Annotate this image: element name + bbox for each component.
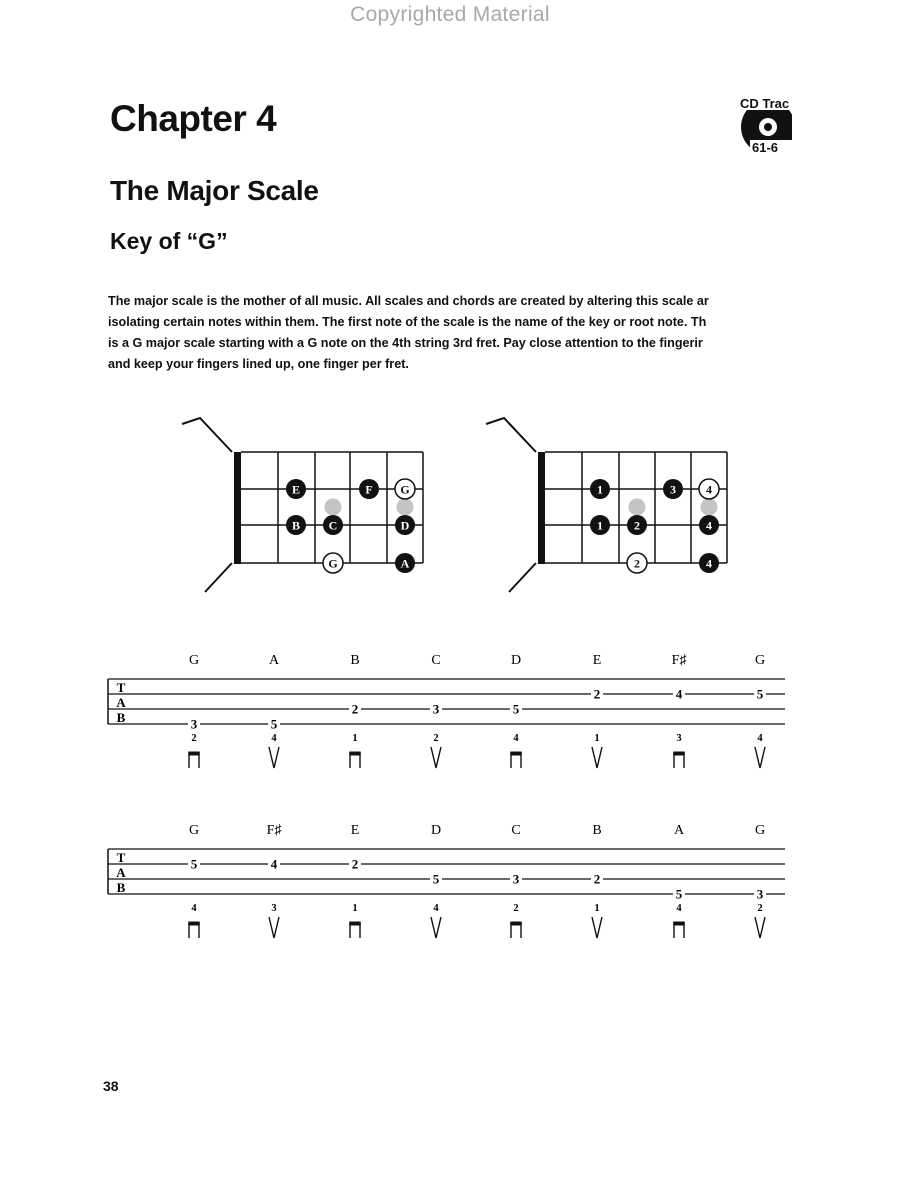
note-name-label: C bbox=[511, 823, 521, 838]
note-dot bbox=[395, 553, 415, 573]
root-note-dot bbox=[323, 553, 343, 573]
page-number: 38 bbox=[103, 1078, 119, 1094]
finger-number: 1 bbox=[594, 733, 600, 744]
svg-text:1: 1 bbox=[597, 482, 603, 497]
cd-track-label: CD Trac bbox=[740, 96, 790, 111]
finger-dot bbox=[590, 515, 610, 535]
finger-number: 4 bbox=[271, 733, 277, 744]
finger-number: 1 bbox=[352, 733, 358, 744]
svg-text:G: G bbox=[400, 482, 410, 497]
svg-text:A: A bbox=[400, 556, 410, 571]
subsection-title: Key of “G” bbox=[110, 228, 228, 254]
downstroke-bar bbox=[510, 922, 521, 926]
note-name-label: B bbox=[350, 653, 360, 668]
note-dot bbox=[395, 515, 415, 535]
finger-number: 4 bbox=[676, 903, 682, 914]
note-name-label: E bbox=[592, 653, 602, 668]
fret-number: 5 bbox=[512, 701, 520, 717]
note-name-label: G bbox=[754, 823, 766, 838]
fret-number: 2 bbox=[593, 871, 601, 887]
tab-clef-letter: B bbox=[116, 880, 126, 895]
fret-number: 3 bbox=[190, 716, 198, 732]
svg-text:D: D bbox=[400, 518, 410, 533]
svg-text:4: 4 bbox=[706, 518, 712, 533]
chapter-title: Chapter 4 bbox=[110, 98, 277, 139]
finger-number: 4 bbox=[513, 733, 519, 744]
root-note-dot bbox=[395, 479, 415, 499]
note-name-label: G bbox=[188, 823, 200, 838]
svg-text:4: 4 bbox=[706, 556, 712, 571]
upstroke-symbol bbox=[269, 917, 279, 938]
upstroke-symbol bbox=[755, 747, 765, 768]
svg-text:2: 2 bbox=[634, 518, 640, 533]
downstroke-bar bbox=[349, 752, 360, 756]
upstroke-symbol bbox=[269, 747, 279, 768]
note-dot bbox=[286, 515, 306, 535]
tab-clef-letter: T bbox=[116, 680, 126, 695]
downstroke-bar bbox=[349, 922, 360, 926]
root-finger-dot bbox=[699, 479, 719, 499]
downstroke-bar bbox=[188, 922, 199, 926]
svg-text:G: G bbox=[328, 556, 338, 571]
downstroke-bar bbox=[673, 752, 684, 756]
cd-track-number: 61-6 bbox=[752, 140, 779, 155]
upstroke-symbol bbox=[592, 747, 602, 768]
finger-number: 2 bbox=[433, 733, 439, 744]
note-name-label: A bbox=[673, 823, 685, 838]
finger-dot bbox=[699, 553, 719, 573]
finger-number: 4 bbox=[433, 903, 439, 914]
svg-text:B: B bbox=[291, 518, 301, 533]
finger-number: 4 bbox=[757, 733, 763, 744]
root-finger-dot bbox=[627, 553, 647, 573]
note-name-label: F♯ bbox=[671, 653, 687, 668]
downstroke-bar bbox=[188, 752, 199, 756]
intro-line: The major scale is the mother of all music. All scales and chords are created by altering this scale ar bbox=[108, 294, 709, 308]
fret-number: 5 bbox=[270, 716, 278, 732]
fret-number: 3 bbox=[512, 871, 520, 887]
tab-clef-letter: T bbox=[116, 850, 126, 865]
fret-number: 5 bbox=[432, 871, 440, 887]
note-name-label: G bbox=[754, 653, 766, 668]
finger-number: 4 bbox=[191, 903, 197, 914]
fret-number: 4 bbox=[675, 686, 683, 702]
fret-number: 5 bbox=[756, 686, 764, 702]
fret-number: 2 bbox=[351, 856, 359, 872]
note-name-label: C bbox=[431, 653, 441, 668]
note-dot bbox=[359, 479, 379, 499]
fret-number: 5 bbox=[190, 856, 198, 872]
finger-dot bbox=[699, 515, 719, 535]
copyright-watermark: Copyrighted Material bbox=[350, 3, 550, 26]
tab-clef-letter: B bbox=[116, 710, 126, 725]
fret-number: 2 bbox=[351, 701, 359, 717]
upstroke-symbol bbox=[592, 917, 602, 938]
finger-dot bbox=[663, 479, 683, 499]
note-name-label: G bbox=[188, 653, 200, 668]
finger-number: 2 bbox=[757, 903, 763, 914]
fretboard-diagrams bbox=[0, 400, 900, 600]
tab-clef-letter: A bbox=[116, 865, 126, 880]
downstroke-bar bbox=[673, 922, 684, 926]
svg-text:F: F bbox=[365, 482, 373, 497]
tab-staff-descending bbox=[0, 810, 900, 960]
note-name-label: E bbox=[350, 823, 360, 838]
svg-text:3: 3 bbox=[670, 482, 676, 497]
finger-number: 1 bbox=[352, 903, 358, 914]
section-title: The Major Scale bbox=[110, 175, 319, 206]
note-name-label: D bbox=[510, 653, 522, 668]
intro-line: isolating certain notes within them. The first note of the scale is the name of the key or root note. Th bbox=[108, 315, 707, 329]
upstroke-symbol bbox=[431, 917, 441, 938]
fret-number: 3 bbox=[756, 886, 764, 902]
fret-number: 2 bbox=[593, 686, 601, 702]
finger-dot bbox=[627, 515, 647, 535]
upstroke-symbol bbox=[755, 917, 765, 938]
intro-line: and keep your fingers lined up, one finger per fret. bbox=[108, 357, 409, 371]
finger-number: 3 bbox=[676, 733, 682, 744]
fret-number: 4 bbox=[270, 856, 278, 872]
intro-paragraph bbox=[108, 291, 808, 375]
finger-number: 2 bbox=[191, 733, 197, 744]
finger-dot bbox=[590, 479, 610, 499]
note-name-label: B bbox=[592, 823, 602, 838]
fretboard-notes-diagram bbox=[182, 418, 423, 592]
finger-number: 1 bbox=[594, 903, 600, 914]
fret-number: 5 bbox=[675, 886, 683, 902]
note-name-label: A bbox=[268, 653, 280, 668]
upstroke-symbol bbox=[431, 747, 441, 768]
cd-track-badge bbox=[740, 92, 792, 156]
svg-text:2: 2 bbox=[634, 556, 640, 571]
svg-text:E: E bbox=[291, 482, 301, 497]
svg-text:1: 1 bbox=[597, 518, 603, 533]
finger-number: 2 bbox=[513, 903, 519, 914]
intro-line: is a G major scale starting with a G note on the 4th string 3rd fret. Pay close attention to the fingerir bbox=[108, 336, 703, 350]
note-name-label: D bbox=[430, 823, 442, 838]
note-dot bbox=[323, 515, 343, 535]
tab-staff-ascending bbox=[0, 640, 900, 790]
svg-text:C: C bbox=[328, 518, 338, 533]
downstroke-bar bbox=[510, 752, 521, 756]
fret-number: 3 bbox=[432, 701, 440, 717]
finger-number: 3 bbox=[271, 903, 277, 914]
note-name-label: F♯ bbox=[266, 823, 282, 838]
svg-text:4: 4 bbox=[706, 482, 712, 497]
fretboard-fingering-diagram bbox=[486, 418, 727, 592]
note-dot bbox=[286, 479, 306, 499]
cd-disc-icon bbox=[740, 92, 792, 156]
tab-clef-letter: A bbox=[116, 695, 126, 710]
